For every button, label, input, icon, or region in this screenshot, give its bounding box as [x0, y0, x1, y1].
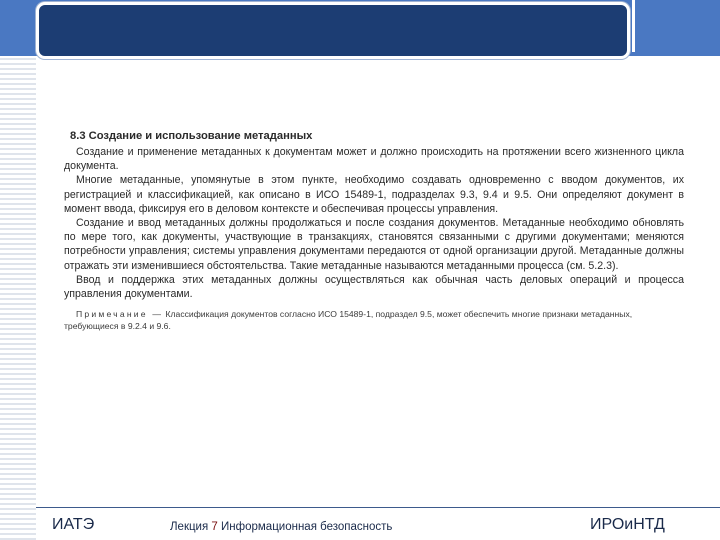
document-excerpt — [64, 130, 684, 332]
footer-lecture-number: 7 — [211, 521, 218, 533]
paragraph-3: Создание и ввод метаданных должны продолжаться и после создания документов. Метаданные необходимо обновлять по мере того, как документы, участвующие в транзакциях, становятся связанными с другими документами; меняются потребности управления; системы управления документами передаются от одной организации другой. Метаданные должны отражать эти изменившиеся обстоятельства. Такие метаданные называются метаданными процесса (см. 5.2.3). — [64, 217, 684, 272]
footer-lecture — [170, 521, 392, 533]
note — [64, 309, 684, 332]
footer-lecture-title: Информационная безопасность — [221, 521, 393, 533]
footer-divider — [36, 507, 720, 508]
footer-department: ИРОиНТД — [590, 516, 665, 533]
paragraph-1: Создание и применение метаданных к документам может и должно происходить на протяжении всего жизненного цикла документа. — [64, 146, 684, 173]
header-corner-block — [632, 0, 720, 52]
paragraph-2: Многие метаданные, упомянутые в этом пункте, необходимо создавать одновременно с вводом документов, их регистрацией и классификацией, как описано в ИСО 15489-1, подразделах 9.3, 9.4 и 9.5. Они определяют документ в момент ввода, фиксируя его в деловом контексте и обеспечивая процессы управления. — [64, 174, 684, 215]
note-text: Классификация документов согласно ИСО 15489-1, подраздел 9.5, может обеспечить многие признаки метаданных, требующиеся в 9.2.4 и 9.6. — [64, 309, 633, 331]
slide-title-box — [36, 2, 630, 59]
section-heading: 8.3 Создание и использование метаданных — [70, 130, 313, 142]
paragraph-4: Ввод и поддержка этих метаданных должны осуществляться как обычная часть деловых операций и процесса управления документами. — [64, 273, 684, 301]
footer-institution: ИАТЭ — [52, 516, 95, 533]
left-stripe-decoration — [0, 0, 36, 540]
footer-lecture-prefix: Лекция — [170, 521, 209, 533]
note-label: Примечание — — [76, 309, 164, 320]
